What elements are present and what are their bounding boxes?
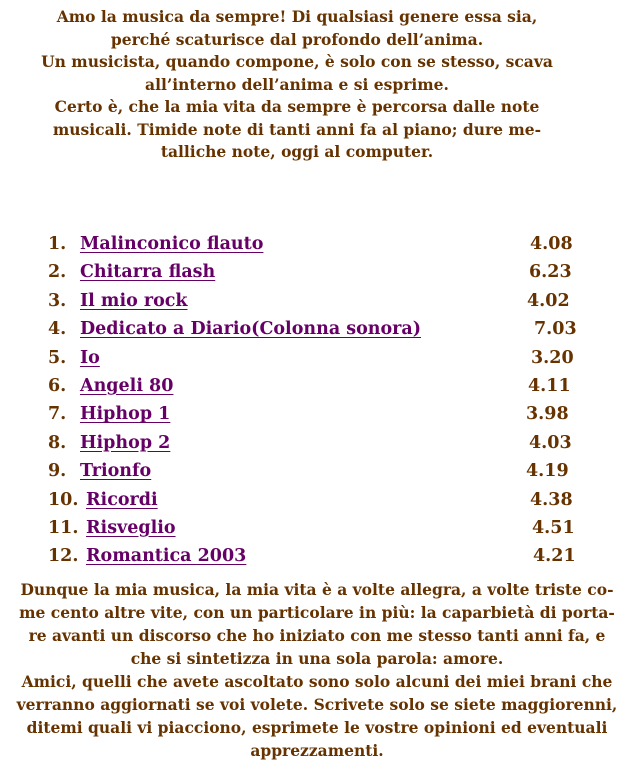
- track-duration: 4.19: [526, 461, 569, 482]
- outro-line: Amici, quelli che avete ascoltato sono solo alcuni dei miei brani che: [21, 672, 613, 691]
- track-item: [0, 400, 634, 428]
- track-item: [0, 457, 634, 485]
- track-item: [0, 542, 634, 570]
- track-duration: 7.03: [534, 319, 577, 340]
- track-item: [0, 230, 634, 258]
- intro-paragraph: [0, 6, 594, 164]
- track-link[interactable]: Hiphop 1: [80, 404, 171, 425]
- track-item: [0, 344, 634, 372]
- track-number: 10.: [48, 489, 79, 510]
- track-duration: 4.03: [529, 432, 572, 453]
- outro-line: re avanti un discorso che ho iniziato con me stesso tanti anni fa, e: [28, 626, 606, 645]
- intro-line: musicali. Timide note di tanti anni fa al piano; dure me-: [52, 119, 542, 139]
- track-link[interactable]: Ricordi: [86, 489, 158, 510]
- outro-line: verranno aggiornati se voi volete. Scrivete solo se siete maggiorenni,: [16, 695, 618, 714]
- track-duration: 4.08: [530, 234, 573, 254]
- track-duration: 6.23: [529, 262, 572, 283]
- outro-line: ditemi quali vi piacciono, esprimete le vostre opinioni ed eventuali: [26, 718, 608, 737]
- track-number: 3.: [48, 290, 67, 311]
- outro-paragraph: [0, 578, 634, 762]
- track-item: [0, 372, 634, 400]
- intro-line: Certo è, che la mia vita da sempre è percorsa dalle note: [54, 97, 540, 116]
- track-number: 9.: [48, 461, 67, 482]
- track-duration: 3.98: [526, 404, 569, 425]
- intro-line: Amo la musica da sempre! Di qualsiasi genere essa sia,: [56, 7, 538, 26]
- track-item: [0, 287, 634, 315]
- track-duration: 4.11: [528, 375, 571, 396]
- outro-line: apprezzamenti.: [250, 741, 384, 760]
- track-link[interactable]: Il mio rock: [80, 290, 188, 311]
- track-number: 4.: [48, 319, 67, 340]
- intro-line: talliche note, oggi al computer.: [160, 142, 434, 161]
- track-number: 5.: [48, 347, 67, 368]
- track-duration: 4.38: [530, 489, 573, 510]
- track-number: 12.: [48, 546, 79, 567]
- track-duration: 3.20: [531, 347, 574, 368]
- track-duration: 4.21: [533, 546, 576, 567]
- track-link[interactable]: Risveglio: [86, 517, 176, 538]
- track-link[interactable]: Io: [80, 347, 100, 368]
- track-number: 1.: [48, 234, 67, 254]
- intro-line: all’interno dell’anima e si esprime.: [145, 74, 449, 94]
- track-duration: 4.51: [532, 517, 575, 538]
- track-list: [0, 230, 634, 571]
- track-item: [0, 486, 634, 514]
- track-link[interactable]: Malinconico flauto: [80, 234, 264, 254]
- track-number: 8.: [48, 432, 67, 453]
- track-item: [0, 429, 634, 457]
- track-link[interactable]: Dedicato a Diario(Colonna sonora): [80, 319, 422, 340]
- track-item: [0, 514, 634, 542]
- track-item: [0, 315, 634, 343]
- track-item: [0, 258, 634, 286]
- outro-line: Dunque la mia musica, la mia vita è a volte allegra, a volte triste co-: [20, 580, 614, 599]
- track-number: 2.: [48, 262, 67, 283]
- track-number: 7.: [48, 404, 67, 425]
- track-link[interactable]: Trionfo: [80, 461, 152, 482]
- track-number: 11.: [48, 517, 79, 538]
- track-number: 6.: [48, 375, 67, 396]
- track-link[interactable]: Hiphop 2: [80, 432, 171, 453]
- track-link[interactable]: Romantica 2003: [86, 546, 247, 567]
- intro-line: Un musicista, quando compone, è solo con se stesso, scava: [41, 52, 553, 71]
- intro-line: perché scaturisce dal profondo dell’anima.: [110, 29, 484, 49]
- track-duration: 4.02: [527, 290, 570, 311]
- track-link[interactable]: Chitarra flash: [80, 262, 216, 283]
- outro-line: che si sintetizza in una sola parola: amore.: [130, 649, 504, 668]
- outro-line: me cento altre vite, con un particolare in più: la caparbietà di porta-: [19, 603, 615, 622]
- track-link[interactable]: Angeli 80: [80, 375, 174, 396]
